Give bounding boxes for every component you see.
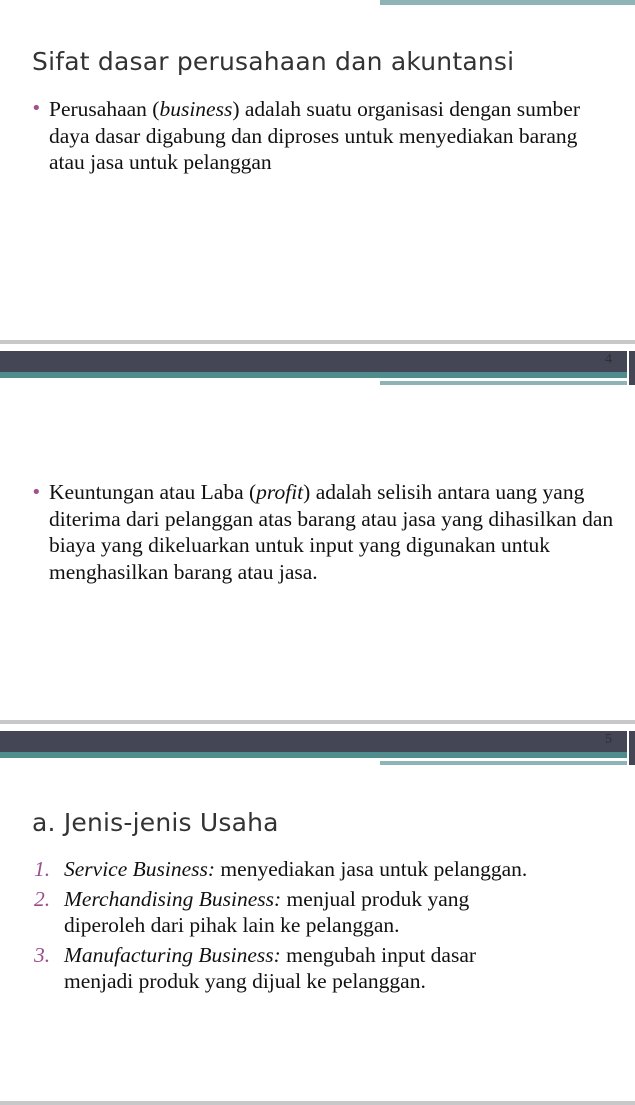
list-item-term: Merchandising Business: — [64, 886, 282, 911]
bullet-text — [49, 96, 609, 176]
numbered-list — [34, 856, 609, 995]
bullet-dot: • — [31, 98, 42, 119]
slide-footer-light — [380, 381, 627, 385]
bullet-text-part: ) adalah suatu organisasi dengan sumber daya dasar digabung dan diproses untuk menyediakan barang atau jasa untuk pelanggan — [49, 97, 581, 174]
list-item-text — [64, 886, 534, 939]
list-item-desc: menjual produk yang diperoleh dari pihak lain ke pelanggan. — [64, 886, 470, 937]
page-number: 5 — [605, 732, 612, 747]
list-number: 2. — [34, 886, 51, 911]
slide-edge-bar — [629, 351, 635, 385]
bullet-text-italic: profit — [256, 480, 304, 504]
list-item-text — [64, 942, 544, 995]
bullet-text-part: ) adalah selisih antara uang yang diterima dari pelanggan atas barang atau jasa yang dihasilkan dan biaya yang dikeluarkan untuk input yang digunakan untuk menghasilkan barang atau jasa. — [49, 480, 614, 584]
bullet-text-part: Keuntungan atau Laba ( — [49, 480, 257, 504]
list-item — [34, 856, 609, 883]
list-item-term: Service Business: — [64, 857, 216, 881]
list-item-desc: mengubah input dasar menjadi produk yang dijual ke pelanggan. — [64, 942, 477, 993]
list-item-desc: menyediakan jasa untuk pelanggan. — [215, 857, 528, 881]
list-item-text — [64, 856, 527, 883]
slide-separator — [0, 340, 635, 344]
slide-separator — [0, 1101, 635, 1105]
slide-separator — [0, 720, 635, 724]
slide-footer-light — [380, 761, 627, 765]
slide-footer-band — [0, 351, 627, 372]
bullet-text-part: Perusahaan ( — [49, 97, 160, 121]
list-item — [34, 942, 609, 995]
slide-edge-bar — [629, 731, 635, 765]
slide-footer-band — [0, 731, 627, 752]
bullet-text-italic: business — [159, 97, 233, 121]
slide-footer-teal — [0, 372, 627, 378]
list-item-term: Manufacturing Business: — [64, 942, 281, 967]
list-number: 3. — [34, 942, 51, 967]
list-item — [34, 886, 609, 939]
bullet-dot: • — [31, 482, 42, 503]
slide-title: a. Jenis-jenis Usaha — [32, 808, 279, 837]
slide-title: Sifat dasar perusahaan dan akuntansi — [32, 47, 515, 76]
list-number: 1. — [34, 857, 51, 881]
slide-footer-teal — [0, 752, 627, 758]
top-accent-bar — [380, 0, 635, 5]
page-number: 4 — [605, 352, 612, 367]
bullet-text — [49, 479, 619, 585]
